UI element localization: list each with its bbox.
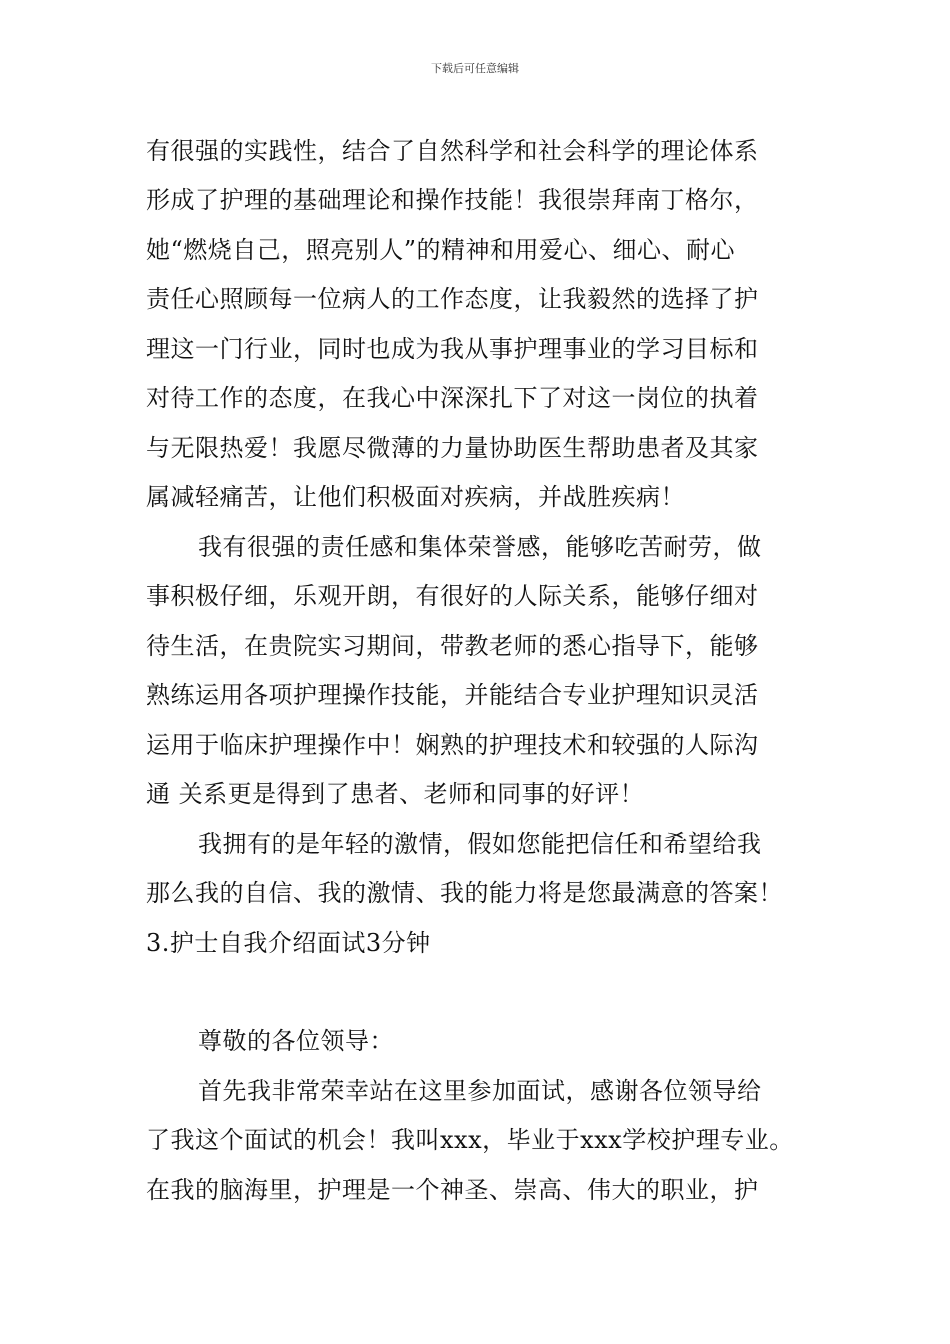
- paragraph-line: 她“燃烧自己，照亮别人”的精神和用爱心、细心、耐心: [146, 236, 736, 264]
- salutation: 尊敬的各位领导：: [198, 1027, 394, 1055]
- paragraph-line: 通 关系更是得到了患者、老师和同事的好评！: [146, 780, 645, 808]
- paragraph-line: 理这一门行业，同时也成为我从事护理事业的学习目标和: [146, 335, 759, 363]
- paragraph-line: 对待工作的态度，在我心中深深扎下了对这一岗位的执着: [146, 384, 759, 412]
- paragraph-line: 有很强的实践性，结合了自然科学和社会科学的理论体系: [146, 137, 759, 165]
- page-header: 下载后可任意编辑: [431, 62, 519, 75]
- section-heading: 3.护士自我介绍面试3分钟: [146, 929, 431, 957]
- paragraph-line: 熟练运用各项护理操作技能，并能结合专业护理知识灵活: [146, 681, 759, 709]
- paragraph-line: 形成了护理的基础理论和操作技能！我很崇拜南丁格尔，: [146, 186, 759, 214]
- paragraph-line: 与无限热爱！我愿尽微薄的力量协助医生帮助患者及其家: [146, 434, 759, 462]
- paragraph-line: 了我这个面试的机会！我叫xxx，毕业于xxx学校护理专业。: [146, 1126, 794, 1154]
- paragraph-line: 在我的脑海里，护理是一个神圣、崇高、伟大的职业，护: [146, 1176, 759, 1204]
- paragraph-line: 待生活，在贵院实习期间，带教老师的悉心指导下，能够: [146, 632, 759, 660]
- paragraph-line: 运用于临床护理操作中！娴熟的护理技术和较强的人际沟: [146, 731, 759, 759]
- paragraph-line: 属减轻痛苦，让他们积极面对疾病，并战胜疾病！: [146, 483, 685, 511]
- paragraph-line: 那么我的自信、我的激情、我的能力将是您最满意的答案！: [146, 879, 783, 907]
- paragraph-line: 责任心照顾每一位病人的工作态度，让我毅然的选择了护: [146, 285, 759, 313]
- paragraph-line: 首先我非常荣幸站在这里参加面试，感谢各位领导给: [198, 1077, 762, 1105]
- paragraph-line: 我有很强的责任感和集体荣誉感，能够吃苦耐劳，做: [198, 533, 762, 561]
- paragraph-line: 我拥有的是年轻的激情，假如您能把信任和希望给我: [198, 830, 762, 858]
- paragraph-line: 事积极仔细，乐观开朗，有很好的人际关系，能够仔细对: [146, 582, 759, 610]
